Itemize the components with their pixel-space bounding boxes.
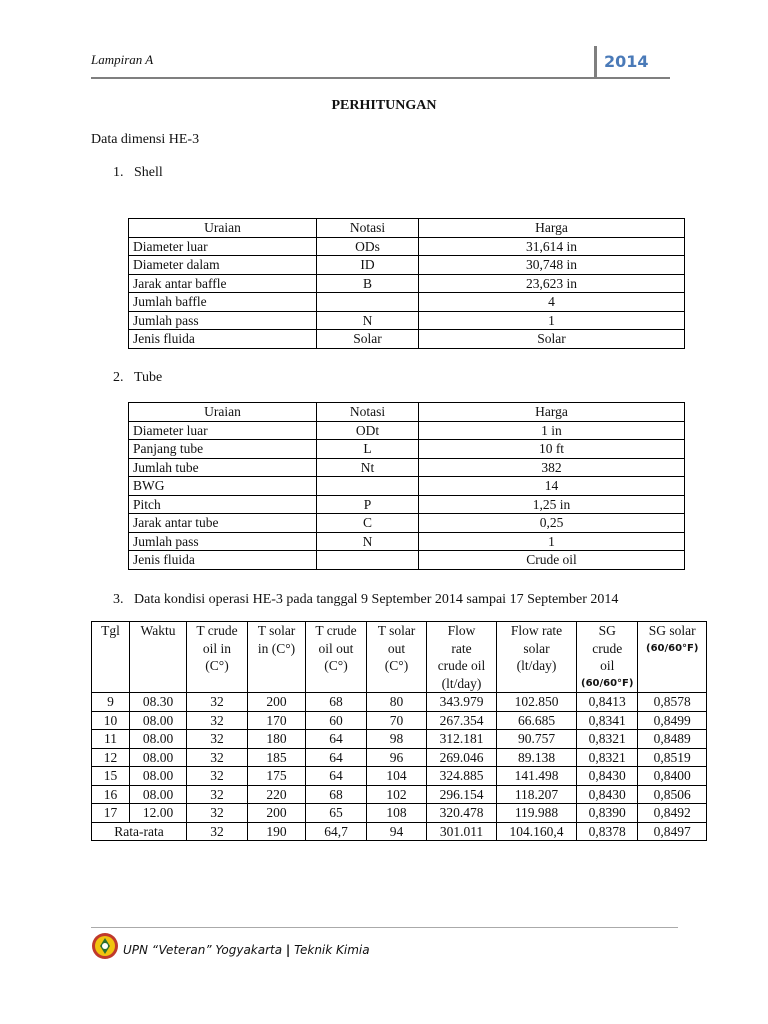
tube-table — [128, 402, 685, 570]
cell: 382 — [419, 458, 685, 477]
col-header-sg-crude: SG crude oil (60/60°F) — [577, 622, 638, 693]
cell: 32 — [187, 711, 248, 730]
table-row — [92, 785, 707, 804]
cell: 0,8578 — [638, 693, 707, 712]
cell: 0,8489 — [638, 730, 707, 749]
cell: 32 — [187, 748, 248, 767]
col-header: Uraian — [129, 219, 317, 238]
page-title: PERHITUNGAN — [331, 98, 437, 113]
cell: 4 — [419, 293, 685, 312]
col-header: Harga — [419, 403, 685, 422]
table-header-row — [129, 403, 685, 422]
cell: 1,25 in — [419, 495, 685, 514]
table-row — [129, 311, 685, 330]
cell: 14 — [419, 477, 685, 496]
cell: 1 — [419, 311, 685, 330]
cell: Jumlah pass — [129, 532, 317, 551]
cell: 0,8506 — [638, 785, 707, 804]
cell: 200 — [248, 693, 306, 712]
col-header: Notasi — [317, 219, 419, 238]
cell: 32 — [187, 804, 248, 823]
cell: Diameter luar — [129, 421, 317, 440]
cell: 08.00 — [130, 767, 187, 786]
section-number: 3. — [113, 592, 124, 607]
col-header-t-crude-out: T crude oil out (C°) — [306, 622, 367, 693]
cell: 64 — [306, 767, 367, 786]
cell: L — [317, 440, 419, 459]
cell — [317, 477, 419, 496]
cell: 118.207 — [497, 785, 577, 804]
cell: 0,8519 — [638, 748, 707, 767]
cell: B — [317, 274, 419, 293]
cell: 11 — [92, 730, 130, 749]
cell: 68 — [306, 785, 367, 804]
col-header-flow-crude: Flow rate crude oil (lt/day) — [427, 622, 497, 693]
cell: 185 — [248, 748, 306, 767]
cell: 32 — [187, 822, 248, 841]
table-row — [92, 748, 707, 767]
cell: Jumlah pass — [129, 311, 317, 330]
col-header-flow-solar: Flow rate solar (lt/day) — [497, 622, 577, 693]
table-row — [129, 477, 685, 496]
cell: 0,8390 — [577, 804, 638, 823]
cell: 9 — [92, 693, 130, 712]
cell: 269.046 — [427, 748, 497, 767]
cell: BWG — [129, 477, 317, 496]
cell: 200 — [248, 804, 306, 823]
section-2-heading — [113, 370, 162, 386]
average-label: Rata-rata — [92, 822, 187, 841]
intro-text: Data dimensi HE-3 — [91, 132, 200, 147]
section-label: Tube — [134, 370, 163, 385]
table-row — [129, 514, 685, 533]
table-header-row — [129, 219, 685, 238]
section-label: Shell — [134, 165, 163, 180]
cell: 0,8378 — [577, 822, 638, 841]
cell: 220 — [248, 785, 306, 804]
col-header: Uraian — [129, 403, 317, 422]
cell: 32 — [187, 693, 248, 712]
cell: 0,8492 — [638, 804, 707, 823]
cell: 08.30 — [130, 693, 187, 712]
table-row — [129, 551, 685, 570]
cell: 267.354 — [427, 711, 497, 730]
table-row — [129, 495, 685, 514]
cell: ODt — [317, 421, 419, 440]
cell — [317, 551, 419, 570]
table-row — [129, 237, 685, 256]
cell: 190 — [248, 822, 306, 841]
col-header-t-solar-in: T solar in (C°) — [248, 622, 306, 693]
cell: 08.00 — [130, 711, 187, 730]
cell: 1 — [419, 532, 685, 551]
footer-university: UPN “Veteran” Yogyakarta — [123, 943, 283, 957]
cell: 175 — [248, 767, 306, 786]
cell: 98 — [367, 730, 427, 749]
cell: 64 — [306, 748, 367, 767]
cell: 0,8430 — [577, 785, 638, 804]
cell: 32 — [187, 767, 248, 786]
cell: 12.00 — [130, 804, 187, 823]
cell: 343.979 — [427, 693, 497, 712]
section-number: 2. — [113, 370, 124, 385]
cell: 08.00 — [130, 748, 187, 767]
cell: Jumlah baffle — [129, 293, 317, 312]
header-rule — [91, 77, 670, 79]
cell: P — [317, 495, 419, 514]
shell-table — [128, 218, 685, 349]
cell: 30,748 in — [419, 256, 685, 275]
cell: 16 — [92, 785, 130, 804]
cell: 1 in — [419, 421, 685, 440]
cell: Pitch — [129, 495, 317, 514]
table-row — [92, 767, 707, 786]
cell: 312.181 — [427, 730, 497, 749]
col-header: Notasi — [317, 403, 419, 422]
table-row — [129, 440, 685, 459]
table-row — [129, 256, 685, 275]
university-logo — [91, 932, 119, 960]
cell: Crude oil — [419, 551, 685, 570]
cell: 0,8430 — [577, 767, 638, 786]
cell: 119.988 — [497, 804, 577, 823]
cell: 301.011 — [427, 822, 497, 841]
table-row — [92, 730, 707, 749]
cell: Jarak antar baffle — [129, 274, 317, 293]
cell — [317, 293, 419, 312]
cell: 0,8321 — [577, 748, 638, 767]
cell: Jenis fluida — [129, 551, 317, 570]
cell: 10 ft — [419, 440, 685, 459]
cell: 108 — [367, 804, 427, 823]
cell: 80 — [367, 693, 427, 712]
table-row — [92, 711, 707, 730]
cell: Panjang tube — [129, 440, 317, 459]
cell: C — [317, 514, 419, 533]
col-header-tgl: Tgl — [92, 622, 130, 693]
cell: 70 — [367, 711, 427, 730]
cell: ODs — [317, 237, 419, 256]
cell: N — [317, 532, 419, 551]
operations-body — [92, 693, 707, 823]
table-row — [129, 421, 685, 440]
cell: 102.850 — [497, 693, 577, 712]
cell: 60 — [306, 711, 367, 730]
unit-label: (60/60°F) — [581, 677, 634, 689]
cell: Diameter dalam — [129, 256, 317, 275]
cell: 296.154 — [427, 785, 497, 804]
table-row — [92, 804, 707, 823]
cell: Solar — [419, 330, 685, 349]
cell: 180 — [248, 730, 306, 749]
cell: 141.498 — [497, 767, 577, 786]
section-label: Data kondisi operasi HE-3 pada tanggal 9 September 2014 sampai 17 September 2014 — [134, 592, 619, 607]
cell: 170 — [248, 711, 306, 730]
cell: 94 — [367, 822, 427, 841]
table-row — [129, 293, 685, 312]
table-row — [129, 458, 685, 477]
cell: Diameter luar — [129, 237, 317, 256]
cell: 66.685 — [497, 711, 577, 730]
cell: 320.478 — [427, 804, 497, 823]
cell: 64 — [306, 730, 367, 749]
cell: 102 — [367, 785, 427, 804]
table-row — [92, 693, 707, 712]
cell: 12 — [92, 748, 130, 767]
section-3-heading — [113, 592, 618, 608]
header-year: 2014 — [604, 52, 649, 71]
col-header-sg-solar: SG solar (60/60°F) — [638, 622, 707, 693]
cell: Jumlah tube — [129, 458, 317, 477]
cell: 32 — [187, 730, 248, 749]
cell: 23,623 in — [419, 274, 685, 293]
cell: Jenis fluida — [129, 330, 317, 349]
cell: 65 — [306, 804, 367, 823]
cell: 89.138 — [497, 748, 577, 767]
cell: Jarak antar tube — [129, 514, 317, 533]
cell: 32 — [187, 785, 248, 804]
col-header-t-solar-out: T solar out (C°) — [367, 622, 427, 693]
cell: 0,8497 — [638, 822, 707, 841]
cell: 08.00 — [130, 785, 187, 804]
cell: 104.160,4 — [497, 822, 577, 841]
section-number: 1. — [113, 165, 124, 180]
section-1-heading — [113, 165, 163, 181]
footer-rule — [91, 927, 678, 928]
cell: N — [317, 311, 419, 330]
cell: 90.757 — [497, 730, 577, 749]
cell: 0,8321 — [577, 730, 638, 749]
cell: 0,25 — [419, 514, 685, 533]
table-row — [129, 330, 685, 349]
operations-table — [91, 621, 707, 841]
col-header-t-crude-in: T crude oil in (C°) — [187, 622, 248, 693]
cell: 0,8341 — [577, 711, 638, 730]
cell: 0,8413 — [577, 693, 638, 712]
cell: 68 — [306, 693, 367, 712]
unit-label: (60/60°F) — [646, 642, 699, 654]
col-header: Harga — [419, 219, 685, 238]
cell: 10 — [92, 711, 130, 730]
header-divider — [594, 46, 597, 78]
col-header-waktu: Waktu — [130, 622, 187, 693]
cell: 31,614 in — [419, 237, 685, 256]
footer-text — [123, 943, 370, 957]
cell: Solar — [317, 330, 419, 349]
header-label: Lampiran A — [91, 52, 154, 67]
average-row — [92, 822, 707, 841]
cell: 08.00 — [130, 730, 187, 749]
cell: 15 — [92, 767, 130, 786]
cell: 64,7 — [306, 822, 367, 841]
cell: 104 — [367, 767, 427, 786]
footer-separator: | — [285, 943, 291, 957]
cell: 0,8400 — [638, 767, 707, 786]
cell: Nt — [317, 458, 419, 477]
cell: 324.885 — [427, 767, 497, 786]
cell: 0,8499 — [638, 711, 707, 730]
footer-department: Teknik Kimia — [294, 943, 370, 957]
cell: 17 — [92, 804, 130, 823]
table-row — [129, 274, 685, 293]
table-row — [129, 532, 685, 551]
cell: 96 — [367, 748, 427, 767]
table-header-row — [92, 622, 707, 693]
cell: ID — [317, 256, 419, 275]
